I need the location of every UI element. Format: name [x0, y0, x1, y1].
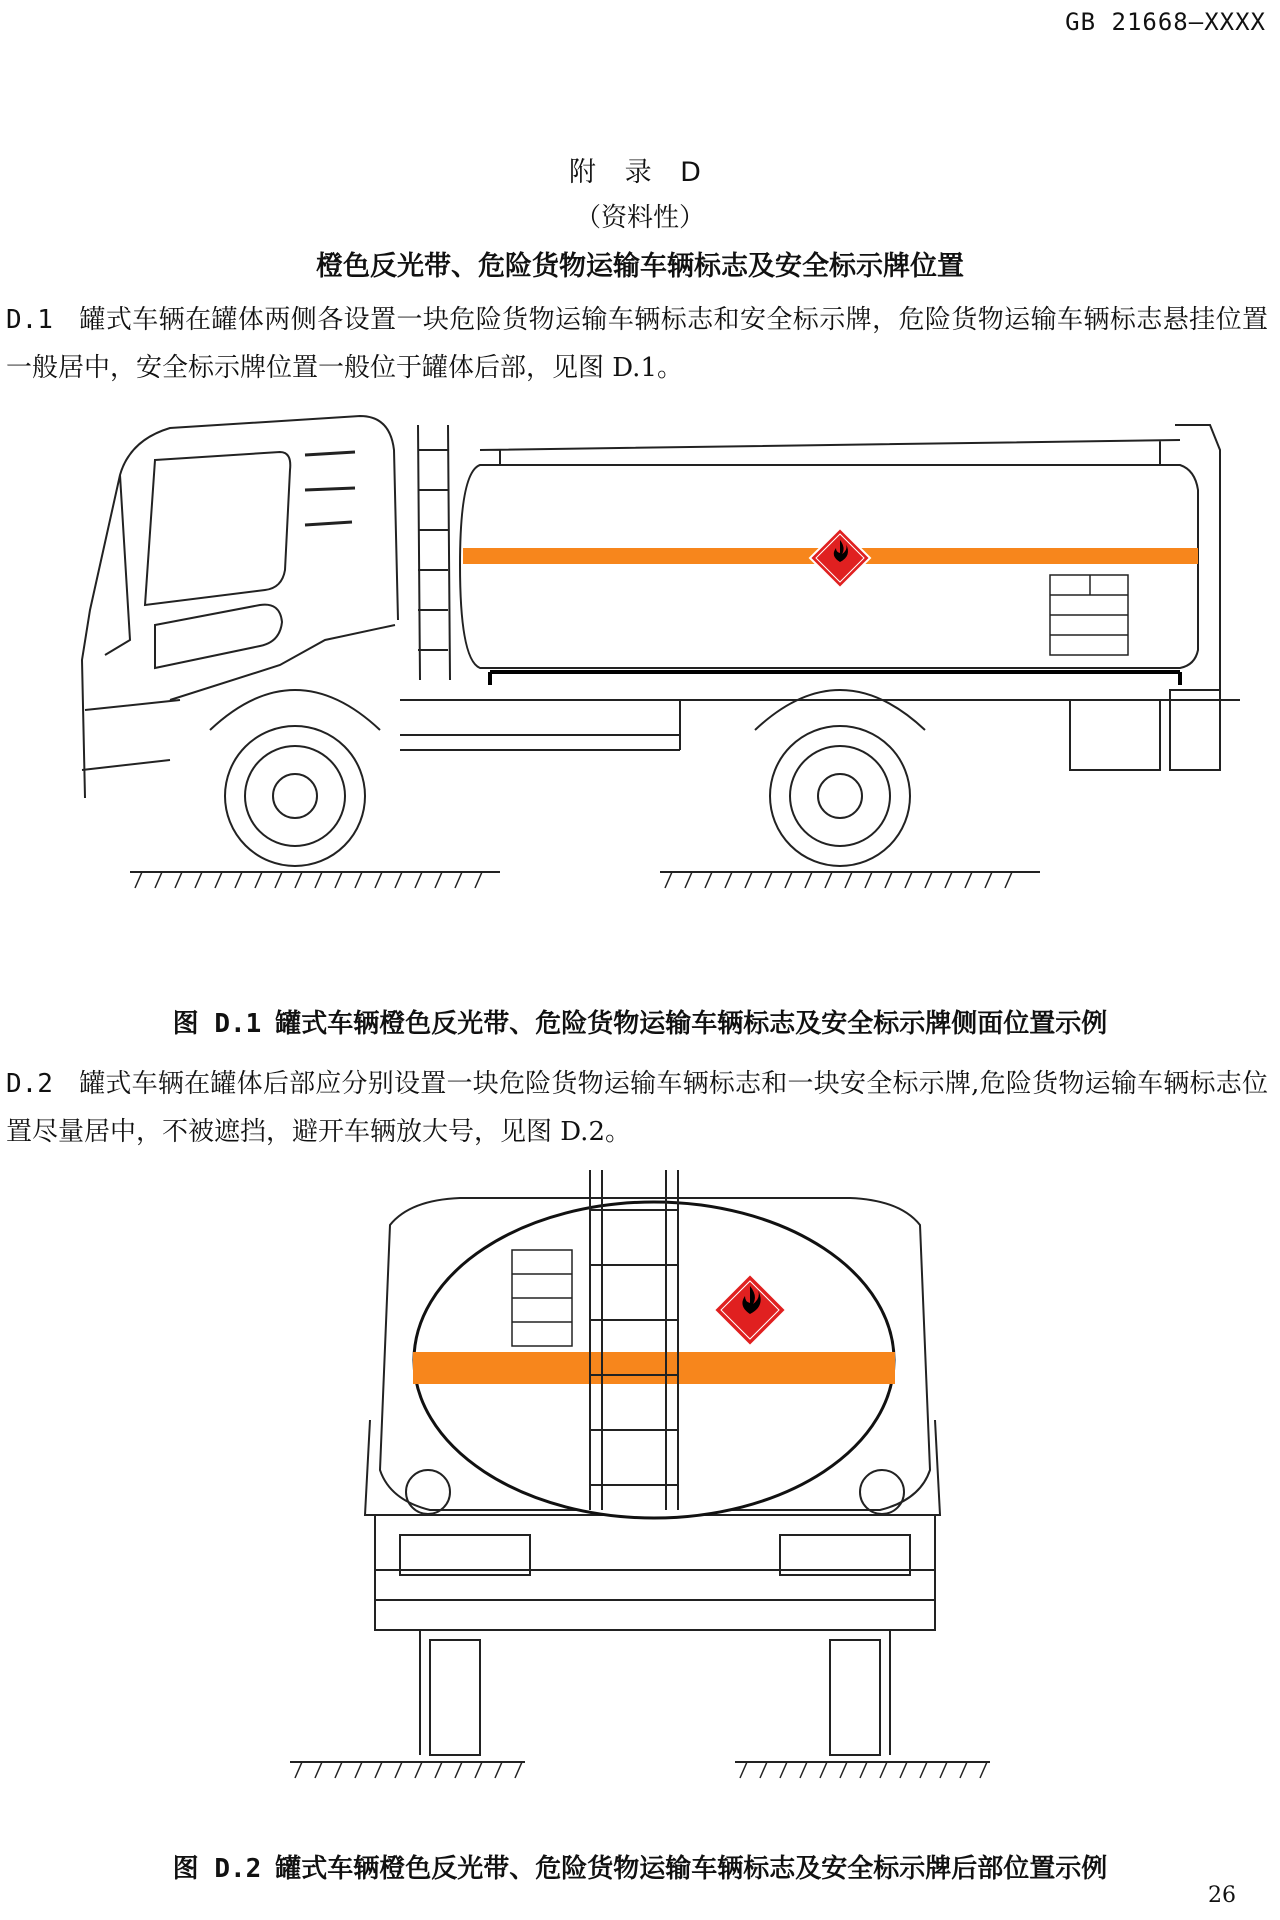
annex-title: 附 录 D [569, 157, 711, 188]
standard-code: GB 21668—XXXX [1065, 8, 1266, 36]
annex-nature: （资料性） [574, 203, 705, 233]
figure-d2-rear-view [280, 1170, 1020, 1815]
page-number: 26 [1208, 1883, 1236, 1908]
clause-text: 罐式车辆在罐体两侧各设置一块危险货物运输车辆标志和安全标示牌，危险货物运输车辆标志悬挂位置一般居中，安全标示牌位置一般位于罐体后部，见图 D.1。 [6, 305, 1268, 383]
reflective-band [413, 1352, 895, 1384]
figure-number: 图 D.1 [172, 1009, 262, 1039]
clause-number: D.1 [6, 305, 53, 335]
figure-d2-caption [0, 1848, 1280, 1885]
hazard-sign-icon [810, 528, 870, 588]
safety-placard [512, 1250, 572, 1346]
safety-placard [1050, 575, 1128, 655]
caption-text: 罐式车辆橙色反光带、危险货物运输车辆标志及安全标示牌后部位置示例 [275, 1854, 1108, 1884]
figure-number: 图 D.2 [172, 1854, 262, 1884]
clause-d1 [6, 296, 1268, 392]
caption-text: 罐式车辆橙色反光带、危险货物运输车辆标志及安全标示牌侧面位置示例 [275, 1009, 1108, 1039]
clause-number: D.2 [6, 1069, 53, 1099]
clause-d2 [6, 1060, 1268, 1156]
annex-heading: 橙色反光带、危险货物运输车辆标志及安全标示牌位置 [316, 251, 964, 282]
figure-d1-side-view [60, 410, 1260, 900]
figure-d1-caption [0, 1003, 1280, 1040]
annex-title-block [0, 150, 1280, 283]
clause-text: 罐式车辆在罐体后部应分别设置一块危险货物运输车辆标志和一块安全标示牌,危险货物运输车辆标志位置尽量居中，不被遮挡，避开车辆放大号，见图 D.2。 [6, 1069, 1268, 1147]
